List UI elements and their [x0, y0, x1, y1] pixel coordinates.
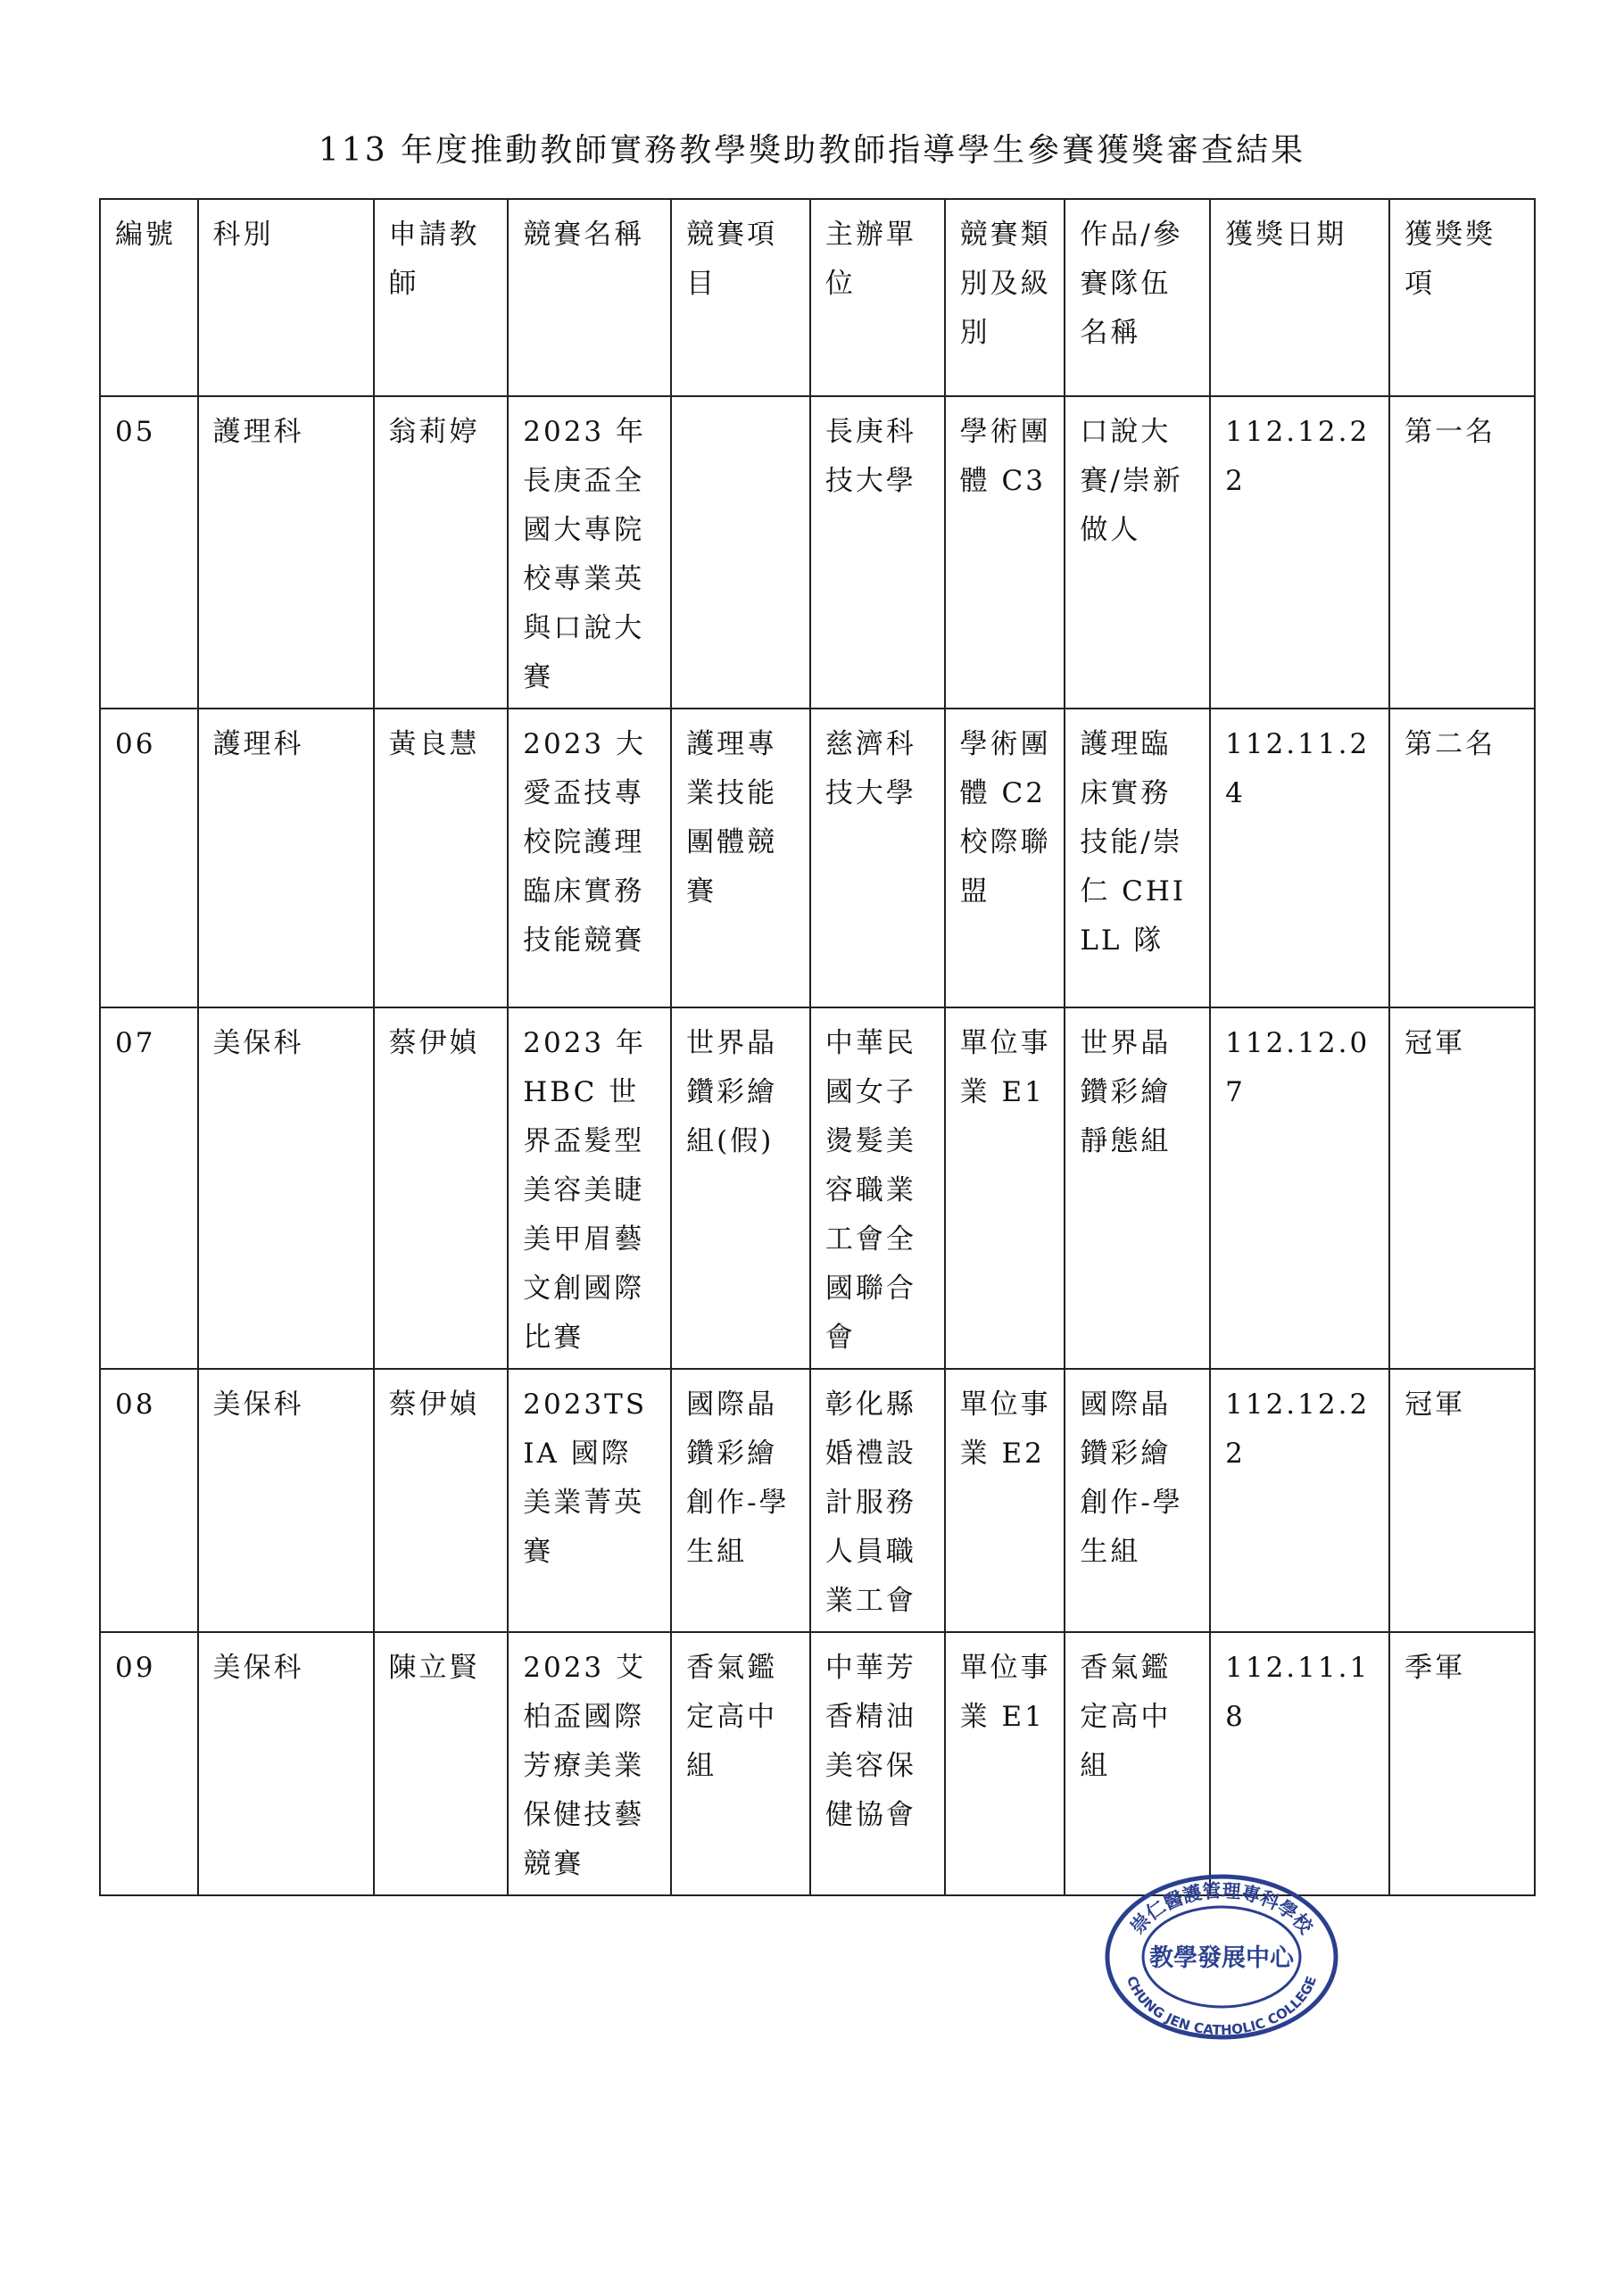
cell-department: 護理科	[198, 396, 374, 709]
cell-award-date: 112.11.18	[1210, 1632, 1389, 1895]
cell-award-date: 112.11.24	[1210, 709, 1389, 1007]
cell-work-team-name: 口說大賽/崇新做人	[1065, 396, 1210, 709]
cell-award: 冠軍	[1389, 1369, 1535, 1632]
cell-teacher: 陳立賢	[374, 1632, 509, 1895]
header-teacher: 申請教師	[374, 199, 509, 396]
header-category-level: 競賽類別及級別	[945, 199, 1065, 396]
header-id: 編號	[100, 199, 198, 396]
awards-table	[99, 198, 1536, 1896]
cell-category-level: 單位事業 E1	[945, 1632, 1065, 1895]
header-department: 科別	[198, 199, 374, 396]
cell-competition-name: 2023 年 HBC 世界盃髮型美容美睫美甲眉藝文創國際比賽	[508, 1007, 671, 1369]
cell-work-team-name: 香氣鑑定高中組	[1065, 1632, 1210, 1895]
header-organizer: 主辦單位	[810, 199, 945, 396]
cell-category-level: 學術團體 C3	[945, 396, 1065, 709]
cell-teacher: 蔡伊媜	[374, 1369, 509, 1632]
cell-competition-event: 世界晶鑽彩繪組(假)	[671, 1007, 810, 1369]
cell-work-team-name: 國際晶鑽彩繪創作-學生組	[1065, 1369, 1210, 1632]
cell-competition-event: 香氣鑑定高中組	[671, 1632, 810, 1895]
header-work-team-name: 作品/參賽隊伍名稱	[1065, 199, 1210, 396]
table-row	[100, 1007, 1535, 1369]
cell-organizer: 彰化縣婚禮設計服務人員職業工會	[810, 1369, 945, 1632]
cell-id: 06	[100, 709, 198, 1007]
seal-center-text: 教學發展中心	[1149, 1944, 1294, 1972]
cell-award: 冠軍	[1389, 1007, 1535, 1369]
table-row	[100, 1369, 1535, 1632]
page-title: 113 年度推動教師實務教學獎助教師指導學生參賽獲獎審查結果	[318, 132, 1306, 169]
cell-teacher: 黃良慧	[374, 709, 509, 1007]
cell-award-date: 112.12.22	[1210, 1369, 1389, 1632]
cell-competition-name: 2023 年長庚盃全國大專院校專業英與口說大賽	[508, 396, 671, 709]
cell-organizer: 長庚科技大學	[810, 396, 945, 709]
cell-department: 美保科	[198, 1632, 374, 1895]
cell-award-date: 112.12.07	[1210, 1007, 1389, 1369]
seal-top-text-path: 崇仁醫護管理專科學校	[1126, 1879, 1317, 1938]
header-award-date: 獲獎日期	[1210, 199, 1389, 396]
cell-category-level: 學術團體 C2 校際聯盟	[945, 709, 1065, 1007]
cell-award-date: 112.12.22	[1210, 396, 1389, 709]
cell-department: 護理科	[198, 709, 374, 1007]
cell-award: 第一名	[1389, 396, 1535, 709]
table-row	[100, 709, 1535, 1007]
seal-bottom-text-path: CHUNG JEN CATHOLIC COLLEGE	[1123, 1974, 1320, 2039]
cell-award: 第二名	[1389, 709, 1535, 1007]
header-award: 獲獎獎項	[1389, 199, 1535, 396]
cell-id: 09	[100, 1632, 198, 1895]
cell-id: 07	[100, 1007, 198, 1369]
school-seal-stamp	[1102, 1872, 1341, 2042]
cell-id: 05	[100, 396, 198, 709]
table-header-row	[100, 199, 1535, 396]
table-row	[100, 1632, 1535, 1895]
cell-work-team-name: 世界晶鑽彩繪靜態組	[1065, 1007, 1210, 1369]
cell-department: 美保科	[198, 1007, 374, 1369]
cell-organizer: 慈濟科技大學	[810, 709, 945, 1007]
cell-competition-event: 國際晶鑽彩繪創作-學生組	[671, 1369, 810, 1632]
table-row	[100, 396, 1535, 709]
cell-competition-name: 2023TSIA 國際美業菁英賽	[508, 1369, 671, 1632]
cell-category-level: 單位事業 E2	[945, 1369, 1065, 1632]
cell-teacher: 翁莉婷	[374, 396, 509, 709]
cell-work-team-name: 護理臨床實務技能/崇仁 CHILL 隊	[1065, 709, 1210, 1007]
cell-competition-name: 2023 艾柏盃國際芳療美業保健技藝競賽	[508, 1632, 671, 1895]
cell-category-level: 單位事業 E1	[945, 1007, 1065, 1369]
cell-competition-event: 護理專業技能團體競賽	[671, 709, 810, 1007]
cell-department: 美保科	[198, 1369, 374, 1632]
cell-organizer: 中華民國女子燙髮美容職業工會全國聯合會	[810, 1007, 945, 1369]
header-competition-name: 競賽名稱	[508, 199, 671, 396]
cell-competition-event	[671, 396, 810, 709]
cell-award: 季軍	[1389, 1632, 1535, 1895]
header-competition-event: 競賽項目	[671, 199, 810, 396]
cell-organizer: 中華芳香精油美容保健協會	[810, 1632, 945, 1895]
cell-id: 08	[100, 1369, 198, 1632]
cell-teacher: 蔡伊媜	[374, 1007, 509, 1369]
cell-competition-name: 2023 大愛盃技專校院護理臨床實務技能競賽	[508, 709, 671, 1007]
